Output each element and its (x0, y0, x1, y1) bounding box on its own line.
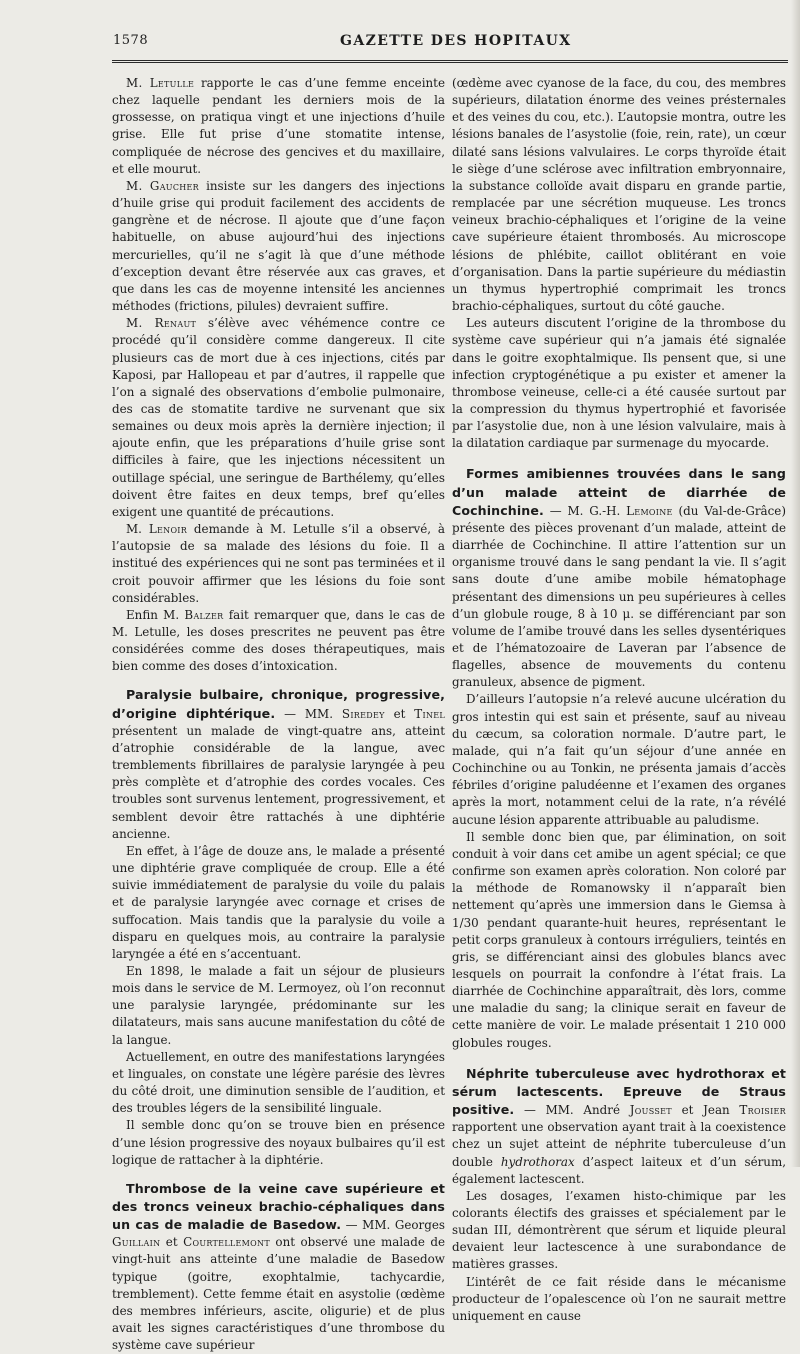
paragraph-text: — MM. Georges (341, 1218, 445, 1233)
paragraph-text: et (160, 1235, 184, 1250)
italic-term: hydrothorax (500, 1154, 575, 1169)
section-heading: Formes amibiennes trouvées dans le sang d’un malade atteint de diarrhée de Cochinchine. (452, 466, 786, 518)
paragraph-text: Enfin M. (126, 607, 185, 622)
section-heading: Paralysie bulbaire, chronique, progressive, d’origine diphtérique. (112, 687, 445, 721)
paragraph-text: En 1898, le malade a fait un séjour de plusieurs mois dans le service de M. (112, 963, 445, 996)
person-name: Lermoyez (278, 981, 338, 996)
paragraph-text: fait remarquer que, dans le cas de M. Letulle, les doses prescrites ne peuvent pas être considérées comme des doses thérapeutiques, mais bien comme des doses d’intoxication. (112, 607, 445, 674)
paragraph: Les auteurs discutent l’origine de la thrombose du système cave supérieur qui n’a jamais été signalée dans le goitre exophtalmique. Ils pensent que, si une infection cryptogénétique a pu exister et amener la thrombose veineuse, celle-ci a été causée surtout par la compression du thymus hypertrophié et favorisée par l’asystolie due, non à une lésion valvulaire, mais à la dilatation cardiaque par surmenage du myocarde. (452, 316, 786, 451)
paragraph-text: — MM. (275, 706, 342, 721)
paragraph-text: ont observé une malade de vingt-huit ans atteinte d’une maladie de Basedow typique (goitre, exophtalmie, tachycardie, tremblement). Cette femme était en asystolie (œdème des membres inférieurs, ascite, oligurie) et de plus avait les signes caractéristiques d’une thrombose du système cave supérieur (112, 1235, 446, 1353)
paragraph-text: insiste sur les dangers des injections d’huile grise qui produit facilement des accidents de gangrène et de nécrose. Il ajoute que d’une façon habituelle, on abuse aujourd’hui des injections mercurielles, qu’il ne s’agit là que d’une méthode d’exception devant être réservée aux cas graves, et que dans les cas de moyenne intensité les anciennes méthodes (frictions, pilules) devraient suffire. (112, 178, 445, 314)
page-header (0, 30, 800, 60)
paragraph-text: s’élève avec véhémence contre ce procédé qu’il considère comme dangereux. Il cite plusieurs cas de mort due à ces injections, cités par Kaposi, par Hallopeau et par d’autres, il rappelle que l’on a signalé des observations d’embolie pulmonaire, des cas de stomatite tardive ne survenant que six semaines ou deux mois après la dernière injection; il ajoute enfin, que les préparations d’huile grise sont difficiles à faire, que les injections nécessitent un outillage spécial, une seringue de Barthélemy, qu’elles doivent être faites en deux temps, bref qu’elles exigent une quantité de précautions. (112, 316, 445, 519)
author-name: Tinel (414, 706, 446, 721)
paragraph-lenoir (112, 521, 445, 607)
author-name: Troisier (739, 1103, 786, 1118)
paragraph-text: et (384, 706, 415, 721)
left-column (112, 75, 445, 1354)
author-name: Courtellemont (183, 1235, 270, 1250)
paragraph-text: rapportent une observation ayant trait à la coexistence chez un sujet atteint de néphrite tuberculeuse d’un double (452, 1120, 786, 1169)
paragraph-text: — M. G.-H. (543, 503, 627, 518)
author-name: Lenoir (148, 522, 188, 537)
author-name: M. Letulle (126, 76, 195, 90)
paragraph: Actuellement, en outre des manifestations laryngées et linguales, on constate une légère parésie des lèvres du côté droit, une diminution sensible de l’audition, et des troubles légers de la sensibilité linguale. (112, 1049, 445, 1116)
author-name: M. Renaut (126, 316, 197, 331)
paragraph-text: (du Val-de-Grâce) présente des pièces provenant d’un malade, atteint de diarrhée de Cochinchine. Il attire l’attention sur un organisme trouvé dans le sang pendant la vie. Il s’agit sans doute d’une amibe mobile hématophage présentant des dimensions un peu supérieures à celles d’un globule rouge, 8 à 10 μ. se différenciant par son volume de l’amibe trouvé dans les selles dysentériques et de l’hématozoaire de Laveran par l’absence de flagelles, absence de mouvements du contenu granuleux, absence de pigment. (452, 503, 786, 690)
paragraph: Il semble donc qu’on se trouve bien en présence d’une lésion progressive des noyaux bulbaires qu’il est logique de rattacher à la diphtérie. (112, 1118, 445, 1167)
right-column (452, 75, 786, 1325)
paragraph: L’intérêt de ce fait réside dans le mécanisme producteur de l’opalescence où l’on ne saurait mettre uniquement en cause (452, 1274, 786, 1323)
paragraph-text: rapporte le cas d’une femme enceinte chez laquelle pendant les derniers mois de la grossesse, on pratiqua vingt et une injections d’huile grise. Elle fut prise d’une stomatite intense, compliquée de nécrose des gencives et du maxillaire, et elle mourut. (112, 76, 445, 176)
paragraph: (œdème avec cyanose de la face, du cou, des membres supérieurs, dilatation énorme des veines présternales et des veines du cou, etc.). L’autopsie montra, outre les lésions banales de l’asystolie (foie, rein, rate), un cœur dilaté sans lésions valvulaires. Le corps thyroïde était le siège d’une sclérose avec infiltration embryonnaire, la substance colloïde avait disparu en grande partie, remplacée par une sécrétion muqueuse. Les troncs veineux brachio-céphaliques et l’origine de la veine cave supérieure étaient thrombosés. Au microscope lésions de phlébite, caillot oblitérant en voie d’organisation. Dans la partie supérieure du médiastin un thymus hypertrophié comprimait les troncs brachio-céphaliques, surtout du côté gauche. (452, 76, 786, 314)
paragraph: D’ailleurs l’autopsie n’a relevé aucune ulcération du gros intestin qui est sain et présente, sauf au niveau du cæcum, sa coloration normale. D’autre part, le malade, qui n’a fait qu’un séjour d’une année en Cochinchine ou au Tonkin, ne présenta jamais d’accès fébriles d’origine paludéenne et l’examen des organes après la mort, notamment celui de la rate, n’a révélé aucune lésion apparente attribuable au paludisme. (452, 692, 786, 827)
author-name: Balzer (184, 607, 224, 622)
section-paralysie (112, 686, 445, 842)
author-name: M. Gaucher (126, 178, 200, 193)
running-title: GAZETTE DES HOPITAUX (340, 33, 572, 49)
paragraph-text: et Jean (671, 1103, 740, 1118)
page-number: 1578 (113, 33, 149, 48)
paragraph-text: , où l’on reconnut une paralysie laryngée, prédominante sur les dilatateurs, mais sans aucune manifestation du côté de la langue. (112, 981, 445, 1047)
section-heading: Néphrite tuberculeuse avec hydrothorax et sérum lactescents. Epreuve de Straus positive. (452, 1065, 786, 1118)
paragraph: Il semble donc bien que, par élimination, on soit conduit à voir dans cet amibe un agent spécial; ce que confirme son examen après coloration. Non coloré par la méthode de Romanowsky il n’apparaît bien nettement qu’après une immersion dans le Giemsa à 1/30 pendant quarante-huit heures, représentant le petit corps granuleux à contours irréguliers, teintés en gris, se différenciant ainsi des globules blancs avec lesquels on pourrait la confondre à l’état frais. La diarrhée de Cochinchine apparaîtrait, dès lors, comme une maladie du sang; la clinique serait en faveur de cette manière de voir. Le malade présentait 1 210 000 globules rouges. (452, 829, 786, 1050)
paragraph (112, 963, 445, 1049)
header-rule (112, 60, 788, 63)
paragraph-text: — MM. André (514, 1103, 630, 1118)
section-amibes (452, 465, 786, 691)
paragraph-balzer (112, 607, 445, 676)
section-thrombose (112, 1180, 445, 1354)
author-name: Jousset (629, 1103, 672, 1118)
author-name: Guillain (112, 1235, 161, 1250)
paragraph-renaut (112, 315, 445, 521)
paragraph: Les dosages, l’examen histo-chimique par les colorants électifs des graisses et spécialement par le sudan III, démontrèrent que sérum et liquide pleural devaient leur lactescence à une surabondance de matières grasses. (452, 1188, 786, 1272)
section-heading: Thrombose de la veine cave supérieure et des troncs veineux brachio-céphaliques dans un cas de maladie de Basedow. (112, 1180, 445, 1233)
paragraph-letulle (112, 75, 445, 178)
paragraph: En effet, à l’âge de douze ans, le malade a présenté une diphtérie grave compliquée de croup. Elle a été suivie immédiatement de paralysie du voile du palais et de paralysie laryngée avec cornage et crises de suffocation. Mais tandis que la paralysie du voile a disparu en quelques mois, au contraire la paralysie laryngée a été en s’accentuant. (112, 843, 445, 961)
author-name: Lemoine (626, 503, 673, 518)
paragraph-text: M. (126, 522, 149, 537)
paragraph-text: présentent un malade de vingt-quatre ans, atteint d’atrophie considérable de la langue, avec tremblements fibrillaires de paralysie laryngée à peu près complète et d’atrophie des cordes vocales. Ces troubles sont survenus lentement, progressivement, et semblent devoir être rattachés à une diphtérie ancienne. (112, 723, 445, 841)
section-nephrite (452, 1065, 786, 1188)
author-name: Siredey (341, 706, 385, 721)
paragraph-gaucher (112, 178, 445, 315)
page-edge-shadow (791, 0, 800, 1167)
paragraph-text: d’aspect laiteux et d’un sérum, également lactescent. (452, 1154, 787, 1186)
paragraph-text: demande à M. Letulle s’il a observé, à l’autopsie de sa malade des lésions du foie. Il a institué des expériences qui ne sont pas terminées et il croit pouvoir affirmer que les lésions du foie sont considérables. (112, 522, 445, 605)
